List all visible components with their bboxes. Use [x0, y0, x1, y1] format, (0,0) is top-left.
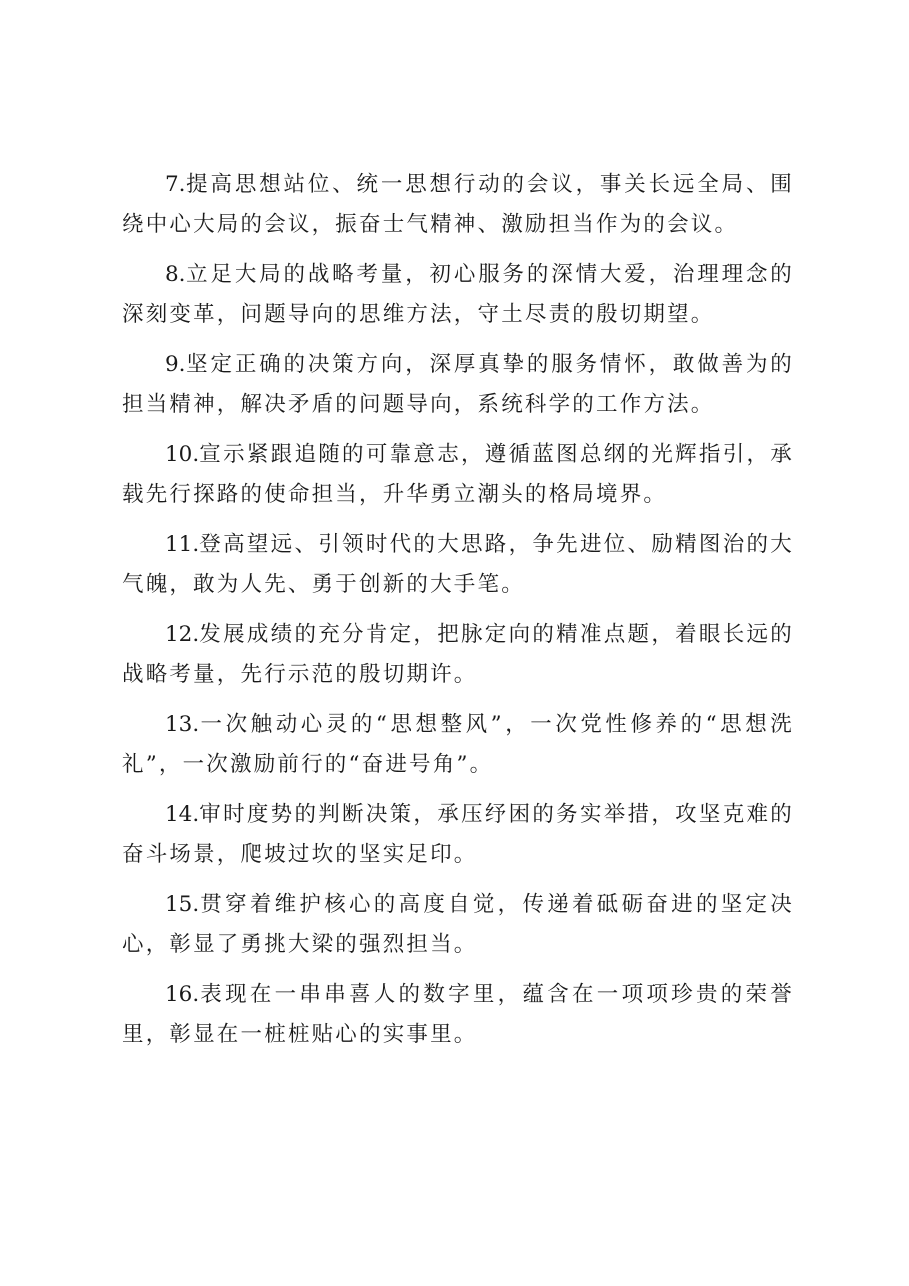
paragraph-13 — [122, 705, 794, 785]
paragraph-number: 11. — [165, 532, 200, 557]
paragraph-text: 发展成绩的充分肯定，把脉定向的精准点题，着眼长远的战略考量，先行示范的殷切期许。 — [122, 622, 794, 687]
document-body — [122, 165, 794, 1065]
paragraph-text: 一次触动心灵的“思想整风”，一次党性修养的“思想洗礼”，一次激励前行的“奋进号角”。 — [122, 712, 794, 777]
paragraph-7 — [122, 165, 794, 245]
paragraph-16 — [122, 975, 794, 1055]
paragraph-12 — [122, 615, 794, 695]
paragraph-text: 贯穿着维护核心的高度自觉，传递着砥砺奋进的坚定决心，彰显了勇挑大梁的强烈担当。 — [122, 892, 794, 957]
paragraph-number: 13. — [165, 712, 200, 737]
paragraph-text: 宣示紧跟追随的可靠意志，遵循蓝图总纲的光辉指引，承载先行探路的使命担当，升华勇立潮头的格局境界。 — [122, 442, 794, 507]
paragraph-text: 审时度势的判断决策，承压纾困的务实举措，攻坚克难的奋斗场景，爬坡过坎的坚实足印。 — [122, 802, 794, 867]
paragraph-number: 9. — [165, 352, 186, 377]
paragraph-text: 立足大局的战略考量，初心服务的深情大爱，治理理念的深刻变革，问题导向的思维方法，守土尽责的殷切期望。 — [122, 262, 794, 327]
paragraph-number: 8. — [165, 262, 186, 287]
paragraph-text: 坚定正确的决策方向，深厚真挚的服务情怀，敢做善为的担当精神，解决矛盾的问题导向，系统科学的工作方法。 — [122, 352, 794, 417]
paragraph-number: 10. — [165, 442, 200, 467]
paragraph-number: 15. — [165, 892, 200, 917]
paragraph-number: 16. — [165, 982, 200, 1007]
paragraph-11 — [122, 525, 794, 605]
paragraph-10 — [122, 435, 794, 515]
paragraph-number: 14. — [165, 802, 200, 827]
paragraph-14 — [122, 795, 794, 875]
paragraph-15 — [122, 885, 794, 965]
paragraph-text: 提高思想站位、统一思想行动的会议，事关长远全局、围绕中心大局的会议，振奋士气精神、激励担当作为的会议。 — [122, 172, 794, 237]
paragraph-number: 7. — [165, 172, 186, 197]
paragraph-text: 表现在一串串喜人的数字里，蕴含在一项项珍贵的荣誉里，彰显在一桩桩贴心的实事里。 — [122, 982, 794, 1047]
paragraph-9 — [122, 345, 794, 425]
paragraph-8 — [122, 255, 794, 335]
paragraph-text: 登高望远、引领时代的大思路，争先进位、励精图治的大气魄，敢为人先、勇于创新的大手笔。 — [122, 532, 794, 597]
paragraph-number: 12. — [165, 622, 200, 647]
